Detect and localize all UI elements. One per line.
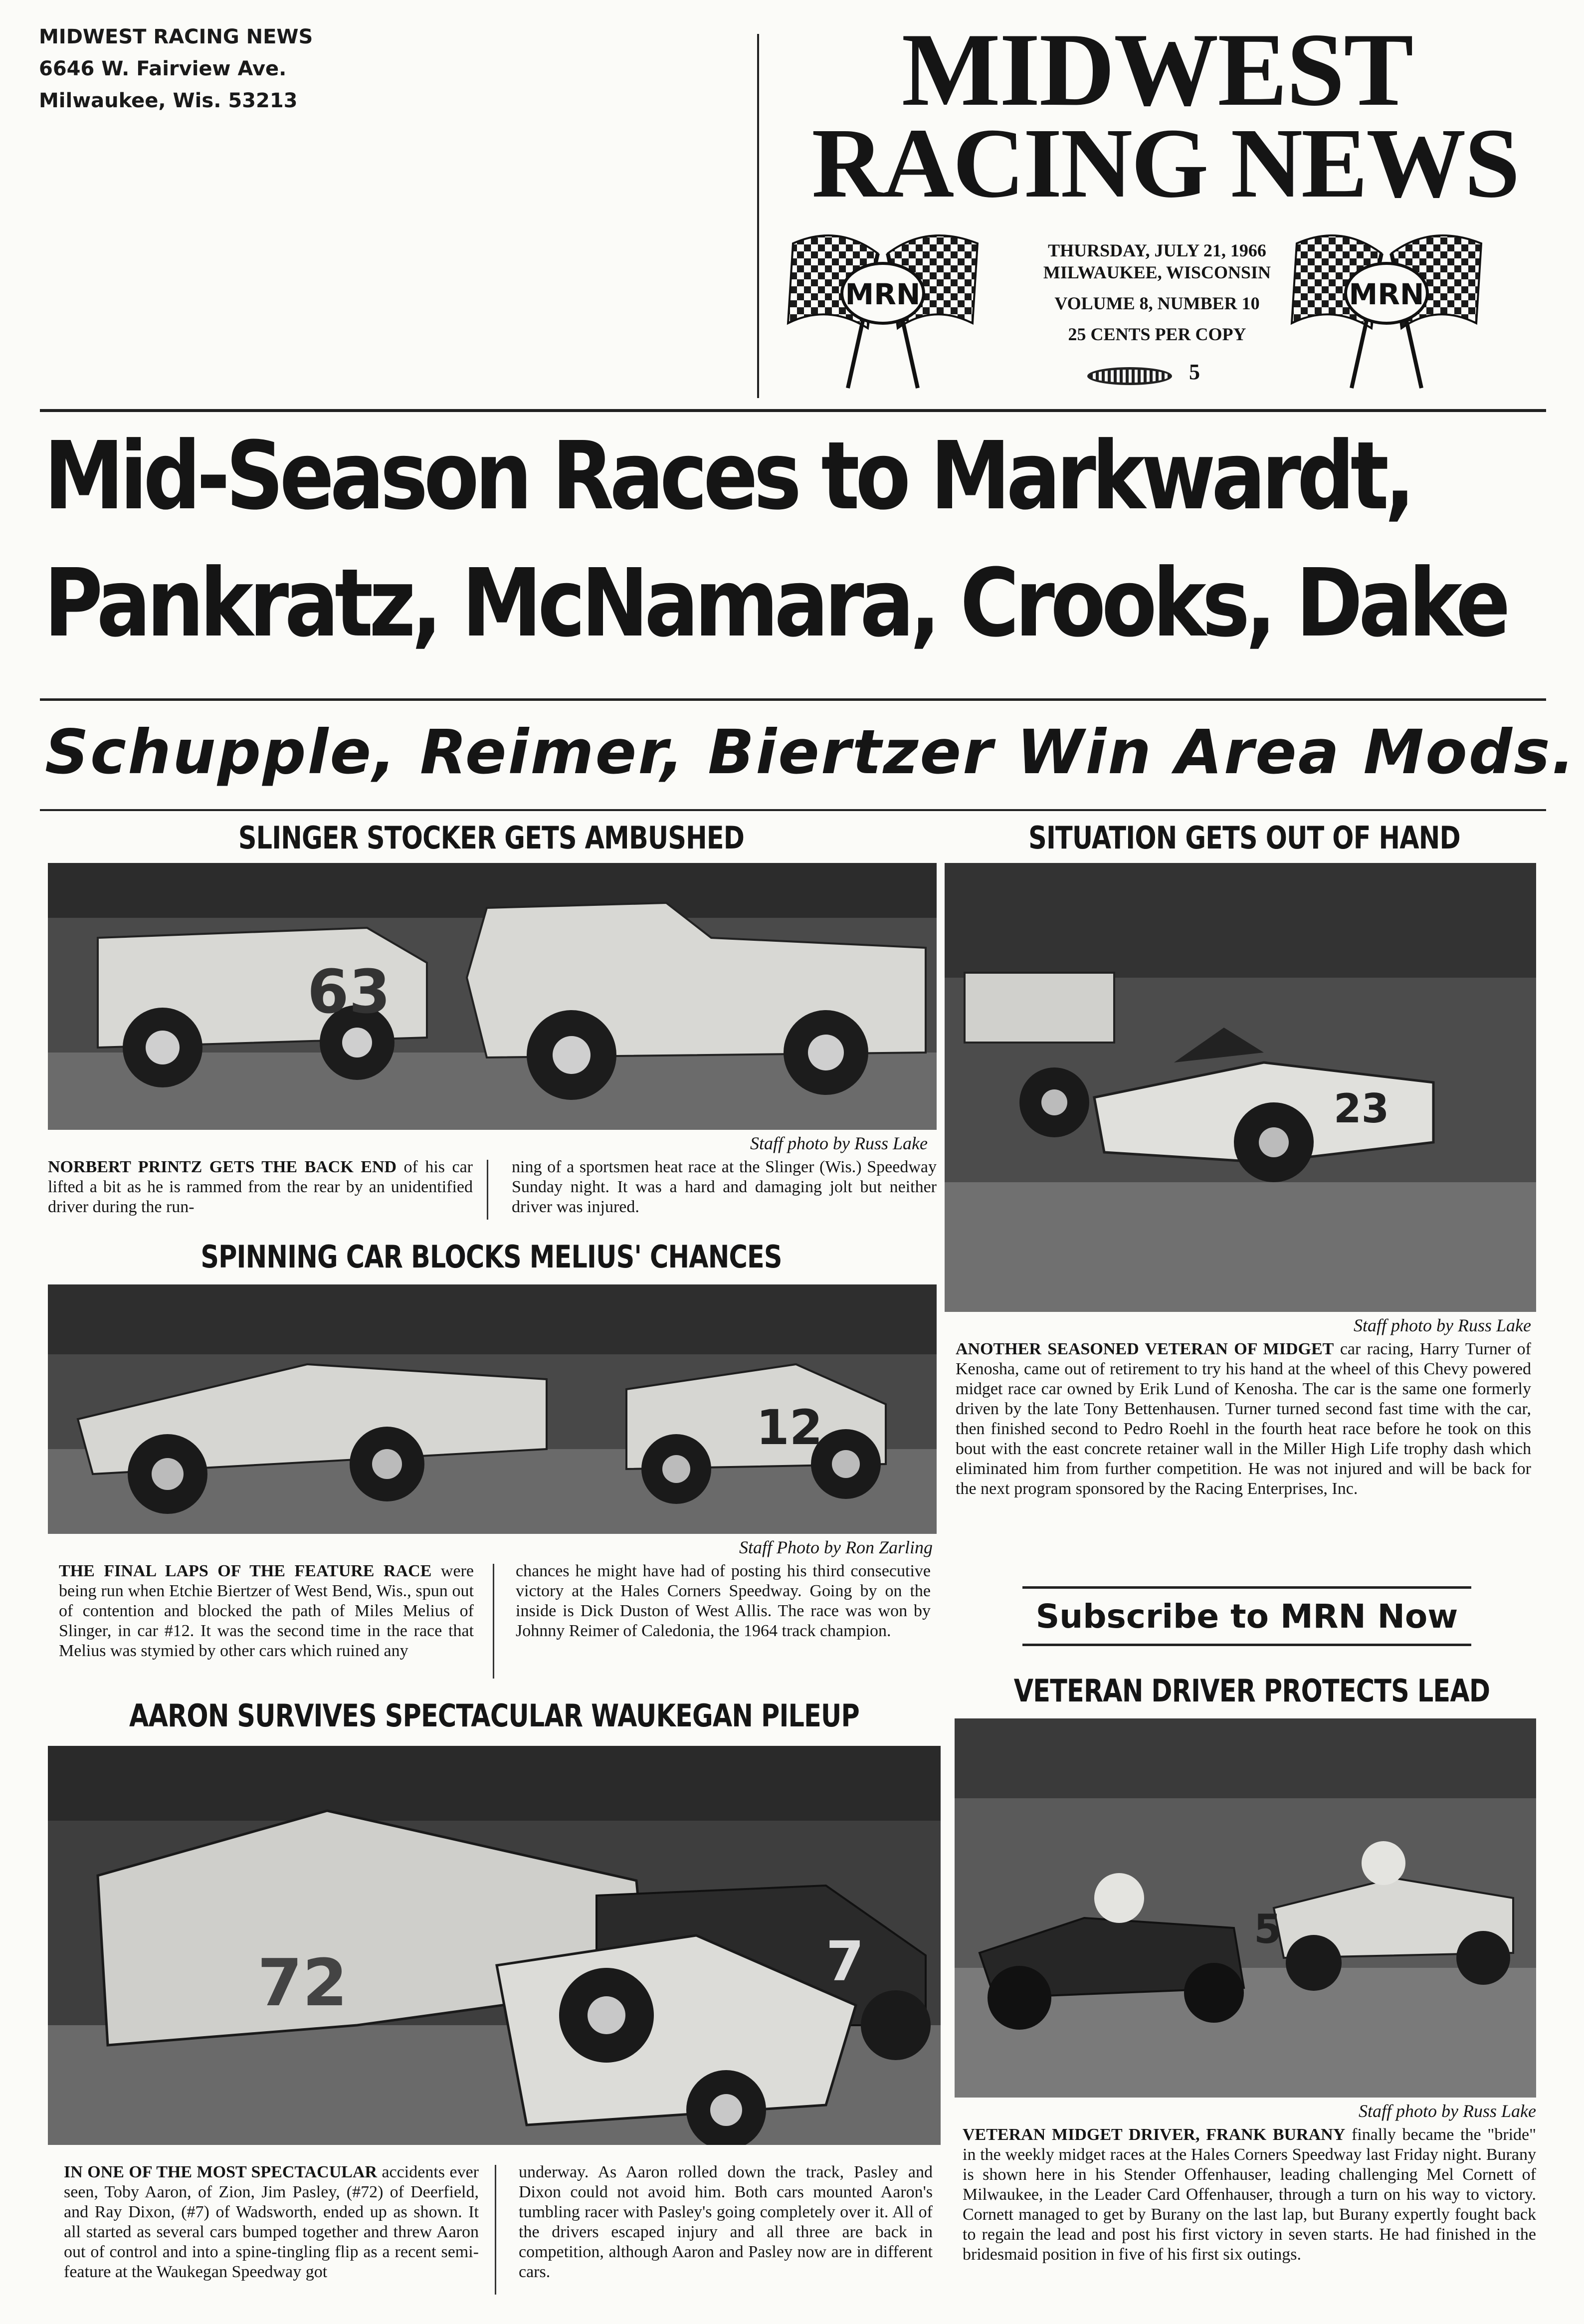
masthead-title-line-1: MIDWEST [901,12,1413,128]
rule-mid [40,698,1546,701]
flag-logo-text-left: MRN [845,277,921,311]
subscribe-text: Subscribe to MRN Now [1035,1597,1458,1636]
spinning-title: SPINNING CAR BLOCKS MELIUS' CHANCES [200,1239,782,1275]
issue-volume: VOLUME 8, NUMBER 10 [1054,293,1260,313]
spinning-caption-divider [493,1564,494,1679]
veteran-photo-credit: Staff photo by Russ Lake [1359,2101,1536,2121]
situation-caption [956,1339,1531,1499]
aaron-caption-col-1 [64,2162,479,2282]
issue-info [1002,239,1312,345]
situation-title: SITUATION GETS OUT OF HAND [1028,820,1460,856]
aaron-photo [48,1746,941,2145]
union-seal-icon [1087,367,1172,385]
subscribe-banner[interactable] [1022,1586,1471,1646]
slinger-title: SLINGER STOCKER GETS AMBUSHED [238,820,745,856]
checkered-flags-logo-left-icon [783,223,983,393]
veteran-caption-text: finally became the "bride" in the weekly midget races at the Hales Corners Speedway last Friday night. Burany is shown here in his Stender Offenhauser, leading challenging Mel Cornett of Milwaukee, in the Leader Card Offenhauser, through a turn on his way to victory. Cornett managed to get by Burany on the last lap, but Burany expertly fought back to regain the lead and post his first victory in seven starts. He had finished in the bridesmaid position in five of his first six outings. [963,2125,1536,2264]
sub-headline: Schupple, Reimer, Biertzer Win Area Mods. [45,717,1577,788]
slinger-photo-credit: Staff photo by Russ Lake [750,1133,928,1153]
slinger-photo [48,863,937,1130]
veteran-car-number: 5 [1254,1906,1282,1952]
spinning-photo [48,1284,937,1534]
mailing-address [39,21,388,117]
issue-date: THURSDAY, JULY 21, 1966 [1048,240,1266,260]
situation-photo [945,863,1536,1312]
aaron-car-number: 72 [257,1945,348,2021]
spinning-caption-lead: THE FINAL LAPS OF THE FEATURE RACE [59,1562,432,1580]
aaron-caption-text-a: accidents ever seen, Toby Aaron, of Zion, Jim Pasley, (#72) of Deerfield, and Ray Dixon, (#7) of Wadsworth, ended up as shown. It all started as several cars bumped together and threw Aaron out of control and into a spine-tingling flip as a recent semi-feature at the Waukegan Speedway got [64,2163,479,2281]
slinger-car-number: 63 [307,958,391,1027]
veteran-caption-lead: VETERAN MIDGET DRIVER, FRANK BURANY [963,2125,1346,2144]
veteran-photo [955,1718,1536,2098]
situation-caption-text: car racing, Harry Turner of Kenosha, came out of retirement to try his hand at the wheel of this Chevy powered midget race car owned by Erik Lund of Kenosha. The car is the same one formerly driven by the late Tony Bettenhausen. Turner turned second fast time with the car, then finished second to Pedro Roehl in the fourth heat race before he took on this bout with the east concrete retainer wall in the Miller High Life trophy dash which eliminated him from further competition. He was not injured and will be back for the next program sponsored by the Racing Enterprises, Inc. [956,1340,1531,1498]
aaron-caption-lead: IN ONE OF THE MOST SPECTACULAR [64,2163,378,2181]
spinning-photo-credit: Staff Photo by Ron Zarling [739,1537,933,1557]
aaron-title: AARON SURVIVES SPECTACULAR WAUKEGAN PILEUP [129,1697,859,1734]
situation-photo-credit: Staff photo by Russ Lake [1354,1315,1531,1335]
checkered-flags-logo-right-icon [1287,223,1486,393]
slinger-caption-text-a: of his car lifted a bit as he is rammed from the rear by an unidentified driver during the run- [48,1158,473,1216]
aaron-caption-divider [495,2165,496,2295]
aaron-car-number-2: 7 [826,1929,864,1993]
masthead-title-line-2: RACING NEWS [811,108,1519,218]
mailing-line-1: MIDWEST RACING NEWS [39,25,313,48]
masthead-divider [757,34,759,398]
slinger-caption-lead: NORBERT PRINTZ GETS THE BACK END [48,1158,397,1176]
slinger-caption-col-2: ning of a sportsmen heat race at the Slinger (Wis.) Speedway Sunday night. It was a hard and damaging jolt but neither driver was injured. [512,1158,937,1216]
flag-logo-text-right: MRN [1349,277,1424,311]
spinning-caption-col-2: chances he might have had of posting his third consecutive victory at the Hales Corners Speedway. Going by on the inside is Dick Duston of West Allis. The race was won by Johnny Reimer of Caledonia, the 1964 track champion. [516,1562,931,1640]
main-headline-line-2: Pankratz, McNamara, Crooks, Dake [44,549,1507,658]
situation-caption-lead: ANOTHER SEASONED VETERAN OF MIDGET [956,1340,1334,1358]
situation-car-number: 23 [1334,1085,1389,1132]
slinger-caption-col-1 [48,1157,473,1217]
spinning-car-number: 12 [756,1400,823,1456]
main-headline-line-1: Mid-Season Races to Markwardt, [44,422,1411,531]
issue-place: MILWAUKEE, WISCONSIN [1043,262,1271,282]
veteran-title: VETERAN DRIVER PROTECTS LEAD [1013,1673,1490,1709]
spinning-caption-text-a: were being run when Etchie Biertzer of West Bend, Wis., spun out of contention and blocked the path of Miles Melius of Slinger, in car #12. It was the second time in the race that Melius was stymied by other cars which ruined any [59,1562,474,1660]
edition-number: 5 [1189,360,1200,384]
slinger-caption-divider [487,1160,488,1220]
rule-top [40,409,1546,412]
veteran-caption [963,2125,1536,2265]
mailing-line-2: 6646 W. Fairview Ave. [39,57,287,80]
aaron-caption-col-2: underway. As Aaron rolled down the track, Pasley and Dixon could not avoid him. Both cars mounted Aaron's tumbling racer with Pasley's going completely over it. All of the drivers escaped injury and all three are back in competition, although Aaron and Pasley now are in different cars. [519,2163,933,2281]
rule-sub [40,809,1546,811]
issue-price: 25 CENTS PER COPY [1068,324,1246,344]
mailing-line-3: Milwaukee, Wis. 53213 [39,89,298,112]
edition-marker [1077,357,1257,397]
spinning-caption-col-1 [59,1561,474,1661]
